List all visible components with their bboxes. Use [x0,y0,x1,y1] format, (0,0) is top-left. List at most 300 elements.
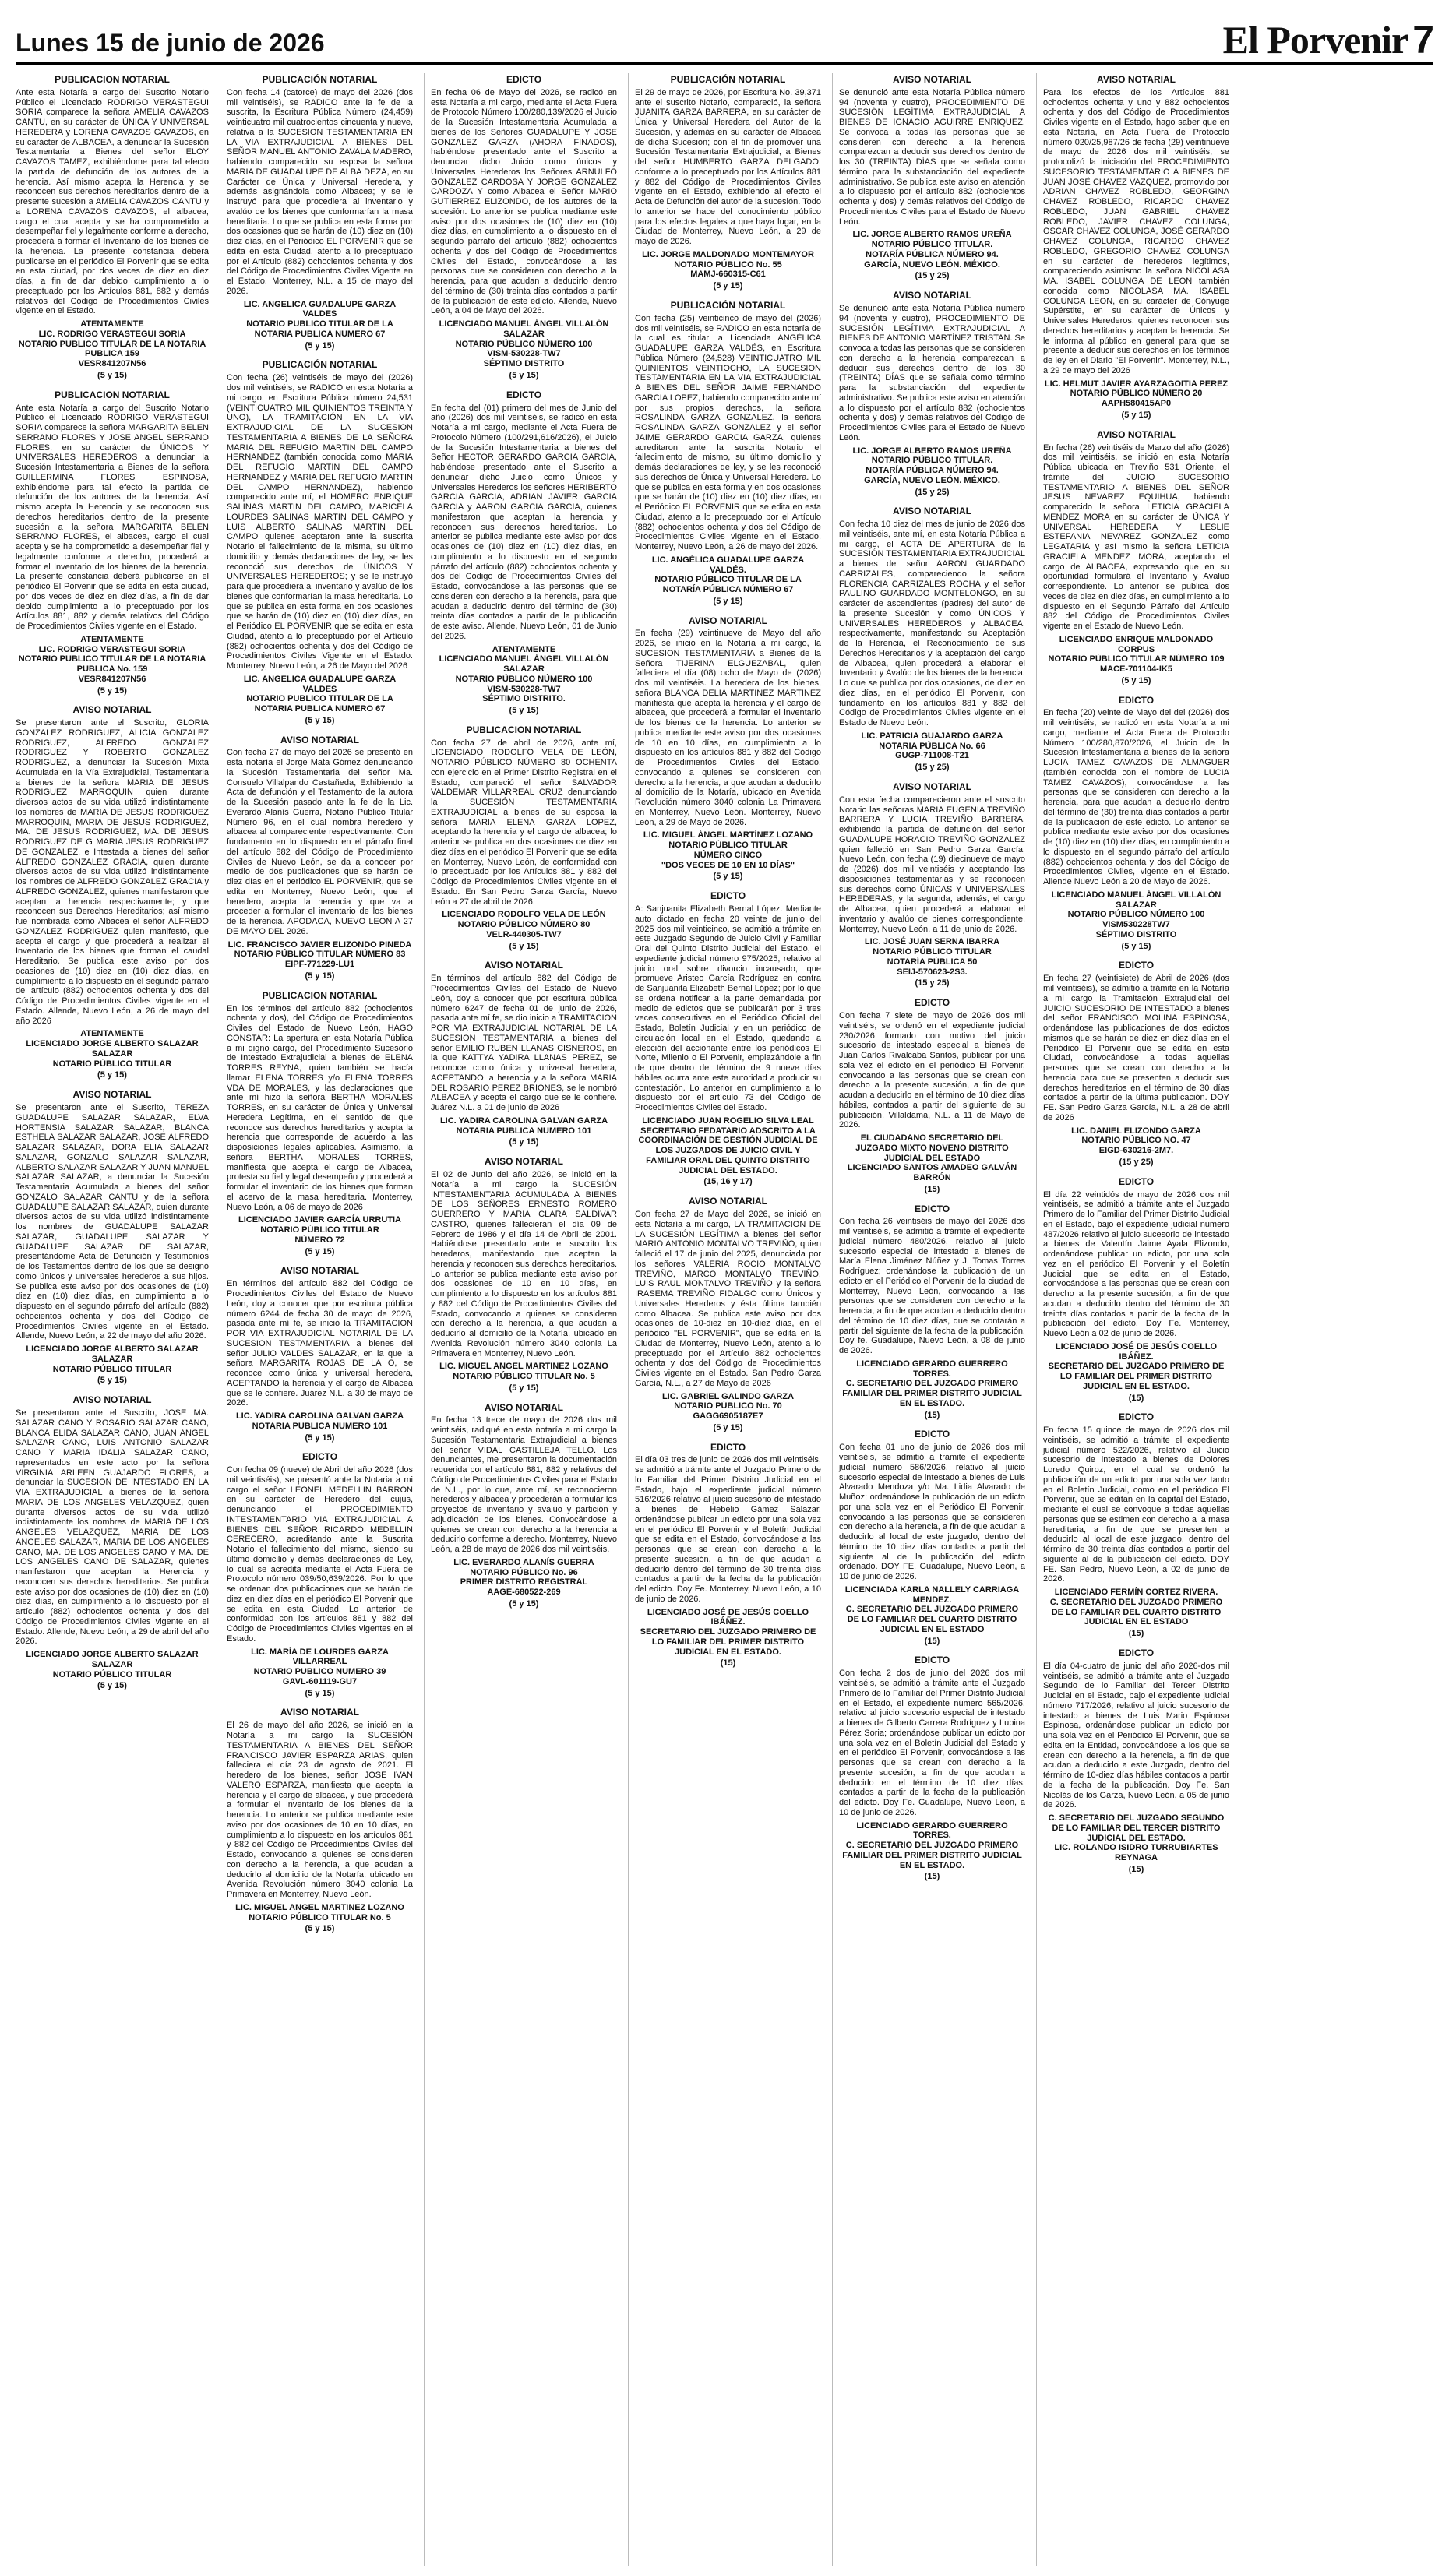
notice-title: PUBLICACION NOTARIAL [55,389,170,400]
legal-notice [1043,1412,1229,1639]
signature-line: LICENCIADO JORGE ALBERTO SALAZAR SALAZAR [26,1039,199,1059]
notice-signature [431,645,617,705]
notice-body: Con fecha 27 de abril de 2026, ante mí, LICENCIADO RODOLFO VELA DE LEÓN, NOTARIO PÚBLICO NÚMERO 80 OCHENTA con ejercicio en el Primer Distrito Registral en el Estado, compareció el señor SALVADOR VALDEMAR VILLARREAL CRUZ denunciando la SUCESIÓN TESTAMENTARIA EXTRAJUDICIAL a bienes de su esposa la señora MARIA ELENA GARZA LOPEZ, aceptando la herencia y el cargo de albacea; lo anterior se publica en dos ocasiones de diez en diez días en el periódico El Porvenir que se edita en Monterrey, Nuevo León, de conformidad con lo preceptuado por los Artículos 881 y 882 del Código de Procedimientos Civiles vigente en el Estado. En San Pedro Garza García, Nuevo León a 27 de abril de 2026. [431,738,617,907]
notice-title: AVISO NOTARIAL [893,506,971,517]
signature-line: NOTARIO PÚBLICO TITULAR No. 5 [453,1372,595,1382]
signature-line: SEIJ-570623-2S3. [897,967,968,977]
notice-body: En fecha 06 de Mayo del 2026, se radicó en esta Notaría a mi cargo, mediante el Acta Fuera de Protocolo Número 100/280,139/2026 el Juicio de la Sucesión Intestamentaria Acumulada a bienes de los Señores GUADALUPE Y JOSE GONZALEZ GARZA (AHORA FINADOS), habiéndose presentado ante el Suscrito a denunciar dicho Juicio como únicos y Universales Herederos los Señores ARNULFO GONZALEZ CARDOSA Y JORGE GONZALEZ CARDOZA Y como Albacea el Señor MARIO GUTIERREZ ELIZONDO, de los autores de la sucesión. Lo anterior se publica mediante este aviso por dos ocasiones de (10) diez en (10) diez días, en cumplimiento a lo dispuesto en el segundo párrafo del artículo (882) ochocientos ochenta y dos del Código de Procedimientos Civiles del Estado, convocándose a las personas que se consideren con derecho a la herencia, para que acudan a deducirlo dentro del término de (30) treinta días contados a partir de la publicación de este edicto. Allende, Nuevo León, a 04 de Mayo del 2026. [431,87,617,316]
signature-line: NOTARIO PÚBLICO No. 70 [674,1401,782,1411]
notice-body: Con fecha 10 diez del mes de junio de 2026 dos mil veintiséis, ante mí, en esta Notaría Pública a mi cargo, el ACTA DE APERTURA de la SUCESIÓN TESTAMENTARIA EXTRAJUDICIAL a bienes del señor AARON GUARDADO CARRIZALES, compareciendo la señora FLORENCIA CARRIZALES ROCHA y el señor PAULINO GUARDADO MONTELONGO, en su carácter de ascendientes (padres) del autor de la presente Sucesión y como ÚNICOS Y UNIVERSALES HEREDEROS y ALBACEA, respectivamente, manifestando su Aceptación de la Herencia, el Reconocimiento de sus Derechos Hereditarios y la aceptación del cargo de Albacea, quien procederá a elaborar el Inventario y Avalúo de los bienes de la herencia. Lo que se publica por dos ocasiones, de diez en diez días, en el periódico El Porvenir, con fundamento en los artículos 881 y 882 del Código de Procedimientos Civiles vigente en el Estado de Nuevo León. [839,520,1025,728]
signature-line: ATENTAMENTE [492,644,556,654]
signature-line: VISM-530228-TW7 [487,684,561,694]
notice-title: AVISO NOTARIAL [893,290,971,301]
publication-dates: (15) [1128,1864,1144,1874]
signature-line: LIC. JORGE MALDONADO MONTEMAYOR [642,249,814,259]
notice-body: En fecha (26) veintiséis de Marzo del año (2026) dos mil veintiséis, se inició en esta Notaría Pública ubicada en Treviño 531 Oriente, el trámite del JUICIO SUCESORIO TESTAMENTARIO A BIENES DEL SEÑOR JESUS NEVAREZ EQUIHUA, habiendo comparecido la señora LETICIA GRACIELA MENDEZ MORA en su carácter de ÚNICA Y UNIVERSAL HEREDERA Y LESLIE ESTEFANIA NEVAREZ GONZALEZ como LEGATARIA y así mismo la señora LETICIA GRACIELA MENDEZ MORA, aceptando el cargo de ALBACEA, expresando que en su oportunidad formulará el Inventario y Avalúo correspondiente. Lo anterior se publica dos veces de diez en diez días, en cumplimiento a lo dispuesto en el Segundo Párrafo del Artículo 882 del Código de Procedimientos Civiles vigente en el Estado de Nuevo León. [1043,442,1229,632]
publication-dates: (15) [924,1872,940,1882]
signature-line: NOTARIO PÚBLICO TITULAR DE LA NOTARÍA PÚBLICA NÚMERO 67 [654,575,802,595]
publication-dates: (5 y 15) [305,340,335,351]
legal-notice [227,75,413,351]
signature-line: LICENCIADO JOSÉ DE JESÚS COELLO IBÁÑEZ. [1055,1341,1218,1362]
signature-line: LIC. MIGUEL ÁNGEL MARTÍNEZ LOZANO [643,830,813,840]
signature-line: PRIMER DISTRITO REGISTRAL [460,1577,588,1588]
signature-line: LIC. RODRIGO VERASTEGUI SORIA [38,644,186,654]
signature-line: NOTARIA PUBLICA NUMERO 101 [456,1126,592,1136]
notice-signature [16,1029,209,1069]
notice-signature [635,555,821,595]
publication-dates: (5 y 15) [509,1383,539,1393]
notice-title: AVISO NOTARIAL [1097,74,1176,85]
signature-line: LICENCIADO GERARDO GUERRERO TORRES. [856,1358,1008,1379]
notice-body: Con fecha 09 (nueve) de Abril del año 2026 (dos mil veintiséis), se presentó ante la Notaria a mi cargo el señor LEONEL MEDELLIN BARRON en su carácter de Heredero del cujus, denunciando el PROCEDIMIENTO INTESTAMENTARIO VIA EXTRAJUDICIAL A BIENES DEL SEÑOR RICARDO MEDELLIN CERECERO, acreditando ante la Suscrita Notario el fallecimiento del mismo, siendo su último domicilio y demás declaraciones de Ley, lo cual se acredita mediante el Acta Fuera de Protocolo número 039/50,639/2026. Por lo que se ordenan dos publicaciones que se harán de diez en diez días en el periódico El Porvenir que se edita en esta Ciudad. Lo anterior de conformidad con los artículos 881 y 882 del Código de Procedimientos Civiles vigentes en el Estado. [227,1465,413,1644]
legal-notice [1043,960,1229,1167]
legal-notice [1043,430,1229,686]
legal-notice [635,616,821,883]
legal-notice [431,390,617,716]
notice-body: El 02 de Junio del año 2026, se inició en la Notaría a mi cargo la SUCESIÓN INTESTAMENTARIA ACUMULADA A BIENES DE LOS SEÑORES ERNESTO ROMERO GUERRERO Y MARIA CLARA SALDIVAR CASTRO, quienes fallecieran el día 09 de Febrero de 1986 y el día 14 de Abril de 2001. Habiéndose presentado ante el suscrito los herederos, manifestando que aceptan la herencia y reconocen sus derechos hereditarios. Lo anterior se publica mediante este aviso por dos ocasiones de 10 en 10 días, en cumplimiento a lo dispuesto en los artículos 881 y 882 del Código de Procedimientos Civiles del Estado, convocando a quienes se consideren con derecho a la herencia, a que acudan a deducirlo al domicilio de la Notaría, ubicado en Avenida Revolución número 3040 colonia La Primavera en Monterrey, Nuevo León. [431,1170,617,1358]
notice-body: Se presentaron ante el Suscrito, GLORIA GONZALEZ RODRIGUEZ, ALICIA GONZALEZ RODRIGUEZ, ALFREDO GONZALEZ RODRIGUEZ Y ROBERTO GONZALEZ RODRIGUEZ, a denunciar la Sucesión Mixta Acumulada en la Vía Extrajudicial, Testamentaria a bienes de la señora MARIA DE JESUS RODRIGUEZ MARROQUIN quien durante diversos actos de su vida utilizó indistintamente los nombres de MARIA DE JESUS RODRIGUEZ MARROQUIN, MARIA DE JESUS RODRIGUEZ, MA. DE JESUS RODRIGUEZ, MA. DE JESUS RODRIGUEZ DE G MARIA JESUS RODRIGUEZ DE GONZALEZ, e Intestada a bienes del señor ALFREDO GONZALEZ GRACIA, quien durante diversos actos de su vida utilizó indistintamente los nombres de ALFREDO GONZALEZ GRACIA y ALFREDO GONZALEZ, quienes manifestaron que aceptan la herencia respectivamente; y que reconocen sus Derechos Hereditarios; así mismo fue nombrada como Albacea el señor ALFREDO GONZALEZ RODRIGUEZ quien manifestó, que acepta el cargo y que procederá a realizar el Inventario de los bienes que forman el caudal Hereditario. Se publica este aviso por dos ocasiones de (10) diez en (10) diez días, en cumplimiento a lo dispuesto en el segundo párrafo del artículo (882) ochocientos ochenta y dos del Código de Procedimientos Civiles vigente en el Estado. Allende, Nuevo León, a 26 de mayo del año 2026 [16,718,209,1026]
signature-line: LICENCIADO RODOLFO VELA DE LEÓN [442,910,606,920]
publication-dates: (5 y 15) [97,370,127,380]
signature-line: LIC. FRANCISCO JAVIER ELIZONDO PINEDA [227,939,412,950]
notice-title: AVISO NOTARIAL [1097,428,1176,440]
notice-body: En fecha (29) veintinueve de Mayo del año 2026, se inició en la Notaría a mi cargo, la SUCESION TESTAMENTARIA a Bienes de la Señora TIJERINA ELGUEZABAL, quien falleciera el día (08) ocho de Mayo de (2026) dos mil veintiséis. La heredera de los bienes, señora BLANCA DELIA MARTINEZ MARTINEZ manifiesta que acepta la herencia y el cargo de albacea, que procederá a formular el inventario de los bienes de la herencia. Lo anterior se publica mediante este aviso por dos ocasiones de 10 en 10 días, en cumplimiento a lo dispuesto en los artículos 881 y 882 del Código de Procedimientos Civiles del Estado, convocando a quienes se consideren con derecho a la herencia, a que acudan a deducirlo al domicilio de la Notaría, ubicado en Avenida Revolución número 3040 colonia La Primavera en Monterrey, Nuevo León. Monterrey, Nuevo León, a 29 de Mayo de 2026. [635,629,821,827]
signature-line: ATENTAMENTE [80,1029,144,1039]
notice-signature [839,446,1025,486]
notice-signature [1043,890,1229,940]
notice-signature [1043,1126,1229,1156]
publication-dates: (15 y 25) [915,978,950,988]
signature-line: LIC. MARÍA DE LOURDES GARZA VILLARREAL [251,1647,389,1667]
publication-dates: (5 y 15) [509,1137,539,1147]
notice-title: EDICTO [914,997,950,1009]
notice-title: EDICTO [1118,1411,1155,1423]
column-2 [220,73,413,2566]
notice-title: EDICTO [1118,1175,1155,1187]
signature-line: SÉPTIMO DISTRITO [1095,929,1177,939]
notice-title: PUBLICACIÓN NOTARIAL [262,359,378,371]
notice-body: El día 22 veintidós de mayo de 2026 dos mil veintiséis, se admitió a trámite ante el Juzgado Primero de lo Familiar del Primer Distrito Judicial en el Estado, bajo el expediente judicial número 487/2026 relativo al juicio sucesorio de intestado a bienes de Valentín Jaime Ayala Elizondo, ordenándose publicar un edicto, por una sola vez en el periódico El Porvenir y el Boletín Judicial que se edita en el Estado, convocándose a las personas que se crean con derecho a la presente sucesión, a fin de que acudan a deducirlo dentro del término de 30 treinta días contados a partir de la fecha de la publicación del edicto. Doy Fe. Monterrey, Nuevo León a 02 de junio de 2026. [1043,1189,1229,1339]
signature-line: LIC. ROLANDO ISIDRO TURRUBIARTES REYNAGA [1054,1843,1218,1863]
notice-body: Con fecha (25) veinticinco de mayo del (2026) dos mil veintiséis, se RADICO en esta notaría de la cual es titular la Licenciada ANGÉLICA GUADALUPE GARZA VALDÉS, en Escritura Pública Número (24,528) VEINTICUATRO MIL QUINIENTOS VEINTIOCHO, LA SUCESION TESTAMENTARIA EN LA VIA EXTRAJUDICIAL A BIENES DEL SEÑOR JAIME FERNANDO GARCIA LOPEZ, habiendo comparecido ante mí por sus propios derechos, la señora ROSALINDA GARZA GONZALEZ, la señora ROSALINDA GARZA GONZALEZ y el señor JAIME GERARDO GARCIA GARZA, quienes acreditaron ante la suscrita Notario el fallecimiento de mismo, su último domicilio y demás declaraciones de ley, y se les reconoció sus derechos de Única y Universal Heredera. Lo que se publica en esta forma y en dos ocasiones que se harán de (10) diez en (10) diez días, en el Periódico EL PORVENIR que se edita en esta Ciudad, atento a lo preceptuado por el Artículo (882) ochocientos ochenta y dos del Código de Procedimientos Civiles vigente en el Estado. Monterrey, Nuevo León, a 26 de mayo del 2026. [635,313,821,552]
publication-dates: (5 y 15) [1121,941,1151,951]
signature-line: NOTARIO PÚBLICO NÚMERO 80 [457,920,591,930]
notice-signature [227,675,413,714]
notice-body: A: Sanjuanita Elizabeth Bernal López. Mediante auto dictado en fecha 20 veinte de junio del 2025 dos mil veinticinco, se admitió a trámite en este Juzgado Segundo de Juicio Civil y Familiar Oral del Quinto Distrito Judicial del Estado, el expediente judicial número 975/2025, relativo al juicio oral sobre divorcio incausado, que promueve Aristeo García Rodríguez en contra de Sanjuanita Elizabeth Bernal López; por lo que se ordena notificar a la parte demandada por medio de edictos que se publicarán por 3 tres veces consecutivas en el Periódico Oficial del Estado, Boletín Judicial y en un periódico de circulación local en el Estado, quedando a elección del accionante entre los periódicos El Norte, Milenio o El Porvenir, emplazándole a fin de que dentro del término de 9 nueve días hábiles ocurra ante este autoridad a producir su contestación. Lo anterior en cumplimiento a lo dispuesto por el artículo 73 del Código de Procedimientos Civiles del Estado. [635,904,821,1113]
signature-line: LICENCIADO JUAN ROGELIO SILVA LEAL [642,1115,814,1126]
legal-notice [635,301,821,607]
notice-title: PUBLICACION NOTARIAL [55,74,170,85]
notice-body: Se denunció ante esta Notaría Pública número 94 (noventa y cuatro), PROCEDIMIENTO DE SUCESIÓN LEGÍTIMA EXTRAJUDICIAL A BIENES DE IGNACIO AGUIRRE ENRIQUEZ. Se convoca a todas las personas que se consideren con derecho a la herencia comparezcan a deducir sus derechos dentro de los 30 (TREINTA) DÍAS que se señala como término para la substanciación del expediente administrativo. Se publica este aviso en atención a lo dispuesto por el artículo 882 (ochocientos ochenta y dos) y demás relativos del Código de Procedimientos Civiles para el Estado de Nuevo León. [839,87,1025,227]
notice-title: AVISO NOTARIAL [72,1089,152,1101]
legal-notice [635,1196,821,1432]
column-5 [832,73,1025,2566]
signature-line: ATENTAMENTE [80,319,144,329]
legal-notice [635,891,821,1187]
legal-notice [16,1395,209,1691]
notice-body: Con esta fecha comparecieron ante el suscrito Notario las señoras MARIA EUGENIA TREVIÑO BARRERA Y LUCIA TREVIÑO BARRERA, exhibiendo la partida de defunción del señor GUADALUPE HORACIO TREVIÑO GONZALEZ quien falleció en San Pedro Garza García, Nuevo León, con fecha (19) diecinueve de mayo de (2026) dos mil veintiséis y aceptando las disposiciones testamentarias y se reconocen sus derechos como ÚNICAS Y UNIVERSALES HEREDERAS, y la segunda, además, el cargo de Albacea, quien procederá a elaborar el inventario y avalúo de bienes correspondiente. Monterrey, Nuevo León, a 11 de junio de 2026. [839,795,1025,934]
notice-signature [431,1558,617,1598]
publication-dates: (5 y 15) [305,971,335,981]
legal-notice [227,360,413,725]
signature-line: LICENCIADO JAVIER GARCÍA URRUTIA [238,1215,401,1225]
legal-notice [1043,1177,1229,1404]
notice-body: El 26 de mayo del año 2026, se inició en la Notaría a mi cargo la SUCESIÓN TESTAMENTARIA A BIENES DEL SEÑOR FRANCISCO JAVIER ESPARZA ARIAS, quien falleciera el día 23 de agosto de 2021. El heredero de los bienes, señor JOSE IVAN VALERO ESPARZA, manifiesta que acepta la herencia y el cargo de albacea, y que procederá a formular el inventario de los bienes de la herencia. Lo anterior se publica mediante este aviso por dos ocasiones de 10 en 10 días, en cumplimiento a lo dispuesto en los artículos 881 y 882 del Código de Procedimientos Civiles del Estado, convocando a quienes se consideren con derecho a la herencia, a que acudan a deducirlo al domicilio de la Notaría, ubicado en Avenida Revolución número 3040 colonia La Primavera en Monterrey, Nuevo León. [227,1721,413,1900]
signature-line: NOTARIO PÚBLICO No. 55 [674,259,782,270]
notice-title: AVISO NOTARIAL [485,1156,563,1168]
signature-line: LICENCIADO SANTOS AMADEO GALVÁN BARRÓN [847,1163,1017,1183]
column-6 [1036,73,1229,2566]
notice-signature [227,1411,413,1432]
publication-dates: (15) [720,1658,736,1669]
notice-signature [1043,635,1229,675]
publication-dates: (5 y 15) [713,872,743,882]
notice-title: EDICTO [914,1654,950,1666]
signature-line: NOTARIO PÚBLICO TITULAR [52,1059,172,1069]
publication-dates: (5 y 15) [509,941,539,951]
notice-body: En los términos del artículo 882 (ochocientos ochenta y dos), del Código de Procedimientos Civiles del Estado de Nuevo León, HAGO CONSTAR: La apertura en esta Notaría Pública a mi digno cargo, del Procedimiento Sucesorio de Intestado Extrajudicial a bienes de ELENA TORRES REYNA, quien también se hacía llamar ELENA TORRES y/o ELENA TORRES VDA DE MORALES, y las declaraciones que ante mí hizo la señora BERTHA MORALES TORRES, en su carácter de Única y Universal Heredera Legítima, en el sentido de que reconoce sus derechos hereditarios y acepta la herencia que corresponde de acuerdo a las disposiciones legales aplicables. Asimismo, la señora BERTHA MORALES TORRES, manifiesta que acepta el cargo de Albacea, protesta su fiel y legal desempeño y procederá a formular el inventario de los bienes que forman el acervo de la masa hereditaria. Monterrey, Nuevo León, a 06 de mayo de 2026 [227,1003,413,1212]
notice-signature [227,1903,413,1923]
legal-notice [16,75,209,381]
signature-line: NOTARIO PUBLICO TITULAR DE LA NOTARIA PUBLICA NUMERO 67 [246,319,393,339]
legal-notice [839,998,1025,1194]
page-number: 7 [1412,18,1433,62]
signature-line: NOTARIO PÚBLICO TITULAR. [871,240,993,250]
signature-line: NOTARIO PÚBLICO TITULAR NÚMERO 83 [234,950,406,960]
publication-dates: (5 y 15) [305,1246,335,1256]
legal-notice [16,1090,209,1386]
notice-title: AVISO NOTARIAL [893,74,971,85]
signature-line: SECRETARIO FEDATARIO ADSCRITO A LA COORDINACIÓN DE GESTIÓN JUDICIAL DE LOS JUZGADOS DE JUICIO CIVIL Y FAMILIAR ORAL DEL QUINTO DISTRITO JUDICIAL DEL ESTADO. [638,1126,818,1175]
notice-title: EDICTO [301,1451,338,1463]
signature-line: SÉPTIMO DISTRITO. [482,694,566,704]
notice-body: En fecha del (01) primero del mes de Junio del año (2026) dos mil veintiséis, se radicó en esta Notaría a mi cargo, mediante el Acta Fuera de Protocolo Número (100/291,616/2026), el Juicio de la Sucesión Intestamentaria a bienes del Señor HECTOR GERARDO GARCIA GARCIA, habiéndose presentado ante el Suscrito a denunciar dicho Juicio como Únicos y Universales Herederos los señores HERIBERTO GARCIA GARCIA, ADRIAN JAVIER GARCIA GARCIA y AARON GARCIA GARCIA, quienes manifestaron que aceptan la herencia y reconocen sus derechos hereditarios. Lo anterior se publica mediante este aviso por dos ocasiones de (10) diez en (10) diez días, en cumplimiento a lo dispuesto en el segundo párrafo del artículo (882) ochocientos ochenta y dos del Código de Procedimientos Civiles del Estado, convocándose a las personas que se consideren con derecho a la herencia, para que acudan a deducirlo dentro del término de (30) treinta días contados a partir de la publicación de este aviso. Allende, Nuevo León, 01 de Junio del 2026. [431,403,617,641]
signature-line: C. SECRETARIO DEL JUZGADO PRIMERO FAMILIAR DEL PRIMER DISTRITO JUDICIAL EN EL ESTADO. [842,1841,1022,1870]
notice-signature [16,635,209,685]
notice-body: Con fecha 01 uno de junio de 2026 dos mil veintiséis, se admitió a trámite el expediente judicial número 586/2026, relativo al juicio sucesorio especial de intestado a bienes de Luis Alvarado Mendoza y/o Ma. Lidia Alvarado de Muñoz; ordenándose la publicación de un edicto por una sola vez en el Periódico El Porvenir, convocando a las personas que se consideren con derecho a la herencia, a fin de que acudan a deducirlo al local de este juzgado, dentro del término de 10 diez días contados a partir del siguiente al de la publicación del edicto ordenado. DOY FE. Guadalupe, Nuevo León, a 10 de junio de 2026. [839,1443,1025,1582]
signature-line: C. SECRETARIO DEL JUZGADO PRIMERO DE LO FAMILIAR DEL CUARTO DISTRITO JUDICIAL EN EL ESTADO [1049,1597,1223,1627]
signature-line: GAGG6905187E7 [693,1411,763,1422]
signature-line: NÚMERO CINCO [693,850,763,860]
publication-dates: (15) [924,1410,940,1420]
legal-notice [227,1452,413,1698]
signature-line: VISM530228TW7 [1102,920,1170,930]
signature-line: C. SECRETARIO DEL JUZGADO SEGUNDO DE LO FAMILIAR DEL TERCER DISTRITO JUDICIAL DEL ESTADO. [1048,1813,1225,1843]
notice-signature [839,937,1025,977]
notice-title: AVISO NOTARIAL [689,1196,767,1207]
notice-title: AVISO NOTARIAL [72,704,152,716]
publication-dates: (5 y 15) [305,1924,335,1934]
signature-line: NOTARIO PUBLICO TITULAR DE LA NOTARIA PUBLICA No. 159 [18,654,206,675]
signature-line: "DOS VECES DE 10 EN 10 DÍAS" [661,860,795,870]
signature-line: SECRETARIO DEL JUZGADO PRIMERO DE LO FAMILIAR DEL PRIMER DISTRITO JUDICIAL EN EL ESTADO. [640,1627,816,1657]
legal-notice [16,705,209,1080]
signature-line: LICENCIADO ENRIQUE MALDONADO CORPUS [1059,634,1214,654]
notice-title: EDICTO [506,74,542,85]
signature-line: GARCÍA, NUEVO LEÓN. MÉXICO. [864,475,1000,485]
notice-body: Con fecha (26) veintiséis de mayo del (2026) dos mil veintiséis, se RADICO en esta Notaría a mi cargo, en Escritura Pública número 24,531 (VEINTICUATRO MIL QUINIENTOS TREINTA Y UNO), LA TRAMITACIÓN EN LA VIA EXTRAJUDICIAL DE LA SUCESION TESTAMENTARIA A BIENES DE LA SEÑORA MARIA DEL REFUGIO MARTIN DEL CAMPO HERNANDEZ (también conocida como MARIA DEL REFUGIO MARTIN DEL CAMPO HERNANDEZ y MARIA DEL REFUGIO MARTIN DEL CAMPO HERNANDEZ), habiendo comparecido ante mí, el HOMERO ENRIQUE SALINAS MARTIN DEL CAMPO, MARICELA LOURDES SALINAS MARTIN DEL CAMPO y LUIS ALBERTO SALINAS MARTIN DEL CAMPO quienes aceptaron ante la suscrita Notario el fallecimiento de la misma, su último domicilio y demás declaraciones de ley, se les reconoció sus derechos de ÚNICOS Y UNIVERSALES HEREDEROS; y se le instruyó para que procediera al inventario y avalúo de los bienes que conformarían la masa hereditaria. Lo que se publica en esta forma en dos ocasiones que se harán de (10) diez en (10) diez días, en el Periódico EL PORVENIR que se edita en esta Ciudad, atento a lo preceptuado por el Artículo (882) ochocientos ochenta y dos del Código de Procedimientos Civiles Vigente en el Estado. Monterrey, Nuevo León, a 26 de Mayo del 2026 [227,373,413,671]
notice-signature [635,1608,821,1658]
signature-line: NOTARIO PÚBLICO TITULAR No. 5 [249,1912,391,1922]
legal-notice [431,75,617,381]
notice-signature [227,300,413,340]
notice-body: Se presentaron ante el Suscrito, TEREZA GUADALUPE SALAZAR SALAZAR, ELVA HORTENSIA SALAZAR SALAZAR, BLANCA ESTHELA SALAZAR SALAZAR, JOSE ALFREDO SALAZAR SALAZAR, DORA ELIA SALAZAR SALAZAR, GONZALO SALAZAR SALAZAR, ALBERTO SALAZAR SALAZAR Y JUAN MANUEL SALAZAR SALAZAR, a denunciar la Sucesión Testamentaria Acumulada a bienes del señor GONZALO SALAZAR CANTU y de la señora GUADALUPE SALAZAR SALAZAR, quien durante diversos actos de su vida utilizó indistintamente los nombres de GUADALUPE SALAZAR SALAZAR, GUADALUPE SALAZAR Y GUADALUPE SALAZAR DE SALAZAR, presentándome Acta de Defunción y Testimonios de los Testamentos dentro de los que se designó como únicos y universales herederos a sus hijos. Se publica este aviso por dos ocasiones de (10) diez en (10) diez días, en cumplimiento a lo dispuesto en el segundo párrafo del artículo (882) ochocientos ochenta y dos del Código de Procedimientos Civiles vigente en el Estado. Allende, Nuevo León, a 22 de mayo del año 2026. [16,1103,209,1341]
signature-line: VISM-530228-TW7 [487,349,561,359]
signature-line: LIC. MIGUEL ANGEL MARTINEZ LOZANO [235,1902,404,1912]
signature-line: NOTARIO PÚBLICO TITULAR [52,1669,172,1679]
signature-line: LICENCIADO JORGE ALBERTO SALAZAR SALAZAR [26,1344,199,1364]
signature-line: MAMJ-660315-C61 [690,270,766,280]
brand-name: El Porvenir [1222,18,1408,62]
legal-notice [839,506,1025,773]
notice-body: Con fecha 2 dos de junio del 2026 dos mil veintiséis, se admitió a trámite ante el Juzgado Primero de lo Familiar del Primer Distrito Judicial en el Estado, el expediente número 565/2026, relativo al juicio sucesorio especial de intestado a bienes de Gilberto Carrera Rodríguez y Lupina Pérez Soria; ordenándose publicar un edicto por una sola vez en el Boletín Judicial del Estado y en el periódico El Porvenir, convocándose a las personas que se crean con derecho a la presente sucesión, a fin de que acudan a deducirlo en el término de 10 diez días, contados a partir de la fecha de la publicación del edicto. Doy Fe. Guadalupe, Nuevo León, a 10 de junio de 2026. [839,1669,1025,1817]
signature-line: NOTARÍA PÚBLICA 50 [887,957,978,967]
publication-dates: (5 y 15) [1121,675,1151,685]
notice-body: En términos del artículo 882 del Código de Procedimientos Civiles del Estado de Nuevo León, doy a conocer que por escritura pública número 6247 de fecha 01 de junio de 2026, pasada ante mí fe, se dio inicio a TRAMITACION POR VIA EXTRAJUDICIAL NOTARIAL DE LA SUCESION TESTAMENTARIA a bienes del señor EMILIO RUBEN LLANAS CISNEROS, en la que KATTYA YADIRA LLANAS PEREZ, se reconoce como única y universal heredera, ACEPTANDO la herencia y a la señora MARIA DEL ROSARIO PEREZ BRIONES, se le nombró ALBACEA y acepta el cargo que se le confiere. Juárez N.L. a 01 de junio de 2026 [431,974,617,1113]
signature-line: LIC. DANIEL ELIZONDO GARZA [1071,1126,1201,1136]
signature-line: NOTARIO PUBLICO NUMERO 39 [253,1667,386,1677]
signature-line: NOTARIO PÚBLICO NÚMERO 100 [455,339,593,349]
notice-title: PUBLICACION NOTARIAL [262,989,378,1001]
publication-dates: (15, 16 y 17) [703,1177,753,1187]
notice-body: El día 03 tres de junio de 2026 dos mil veintiséis, se admitió a trámite ante el Juzgado Primero de lo Familiar del Primer Distrito Judicial en el Estado, bajo el expediente judicial número 516/2026 relativo al juicio sucesorio de intestado a bienes de Hebelio Gámez Salazar, ordenándose publicar un edicto por una sola vez en el periódico El Porvenir y el Boletín Judicial que se edita en el Estado, convocándose a las personas que se crean con derecho a la presente sucesión, a fin de que acudan a deducirlo dentro del término de 30 treinta días contados a partir de la fecha de la publicación del edicto. Doy Fe. Monterrey, Nuevo León, a 10 de junio de 2026. [635,1455,821,1604]
notice-signature [16,1344,209,1374]
notice-title: AVISO NOTARIAL [485,1401,563,1413]
notice-title: PUBLICACIÓN NOTARIAL [670,74,786,85]
notice-body: Con fecha 26 veintiséis de mayo del 2026 dos mil veintiséis, se admitió a trámite el expediente judicial número 480/2026, relativo al juicio sucesorio especial de intestado a bienes de María Elena Jiménez Núñez y J. Tomas Torres Rodríguez; ordenándose la publicación de un edicto en el Periódico el Porvenir de la ciudad de Monterrey, Nuevo León, convocando a las personas que se consideren con derecho a la herencia, a fin de que acudan a deducirlo dentro del término de 10 diez días, que se contarán a partir del siguiente de la fecha de la publicación. Doy fe. Guadalupe, Nuevo León, a 08 de junio de 2026. [839,1217,1025,1356]
notice-title: AVISO NOTARIAL [280,1707,359,1718]
signature-line: LIC. JORGE ALBERTO RAMOS UREÑA [852,446,1012,456]
signature-line: GUGP-711008-T21 [895,751,969,761]
notice-title: AVISO NOTARIAL [72,1394,152,1406]
signature-line: GARCÍA, NUEVO LEÓN. MÉXICO. [864,259,1000,270]
legal-notice [1043,696,1229,952]
signature-line: EIGD-630216-2M7. [1098,1146,1174,1156]
publication-dates: (5 y 15) [97,685,127,696]
notice-title: AVISO NOTARIAL [689,615,767,626]
notice-signature [16,319,209,369]
notice-title: AVISO NOTARIAL [485,960,563,971]
notice-body: Con fecha 7 siete de mayo de 2026 dos mil veintiséis, se ordenó en el expediente judicial 230/2026 formado con motivo del juicio sucesorio de intestado especial a bienes de Juan Carlos Rivalcaba Santos, publicar por una sola vez el edicto en el periódico El Porvenir, convocando a las personas que se crean con derecho a la presente sucesión, a fin de que acudan a deducirlo en el término de 10 diez días hábiles, contados a partir del siguiente de su publicación. Villaldama, N.L. a 11 de Mayo de 2026. [839,1011,1025,1130]
notice-signature [839,731,1025,761]
notice-signature [1043,1342,1229,1392]
column-3 [424,73,617,2566]
notice-signature [227,1647,413,1687]
signature-line: NOTARIA PÚBLICA No. 66 [879,741,985,751]
publication-dates: (5 y 15) [305,1432,335,1443]
signature-line: NOTARIO PÚBLICO TITULAR. [871,456,993,466]
signature-line: LIC. HELMUT JAVIER AYARZAGOITIA PEREZ [1044,379,1229,389]
notice-body: Con fecha 27 de mayo del 2026 se presentó en esta notaría el Jorge Mata Gómez denunciando la Sucesión Testamentaria del señor Ma. Consuelo Villalpando Castañeda, Exhibiendo la Acta de defunción y el Testamento de la autora de la Sucesión pasado ante la fe de la Lic. Everardo Alanís Guerra, Notario Público Titular Número 96, en el cual nombra heredero y albacea al compareciente respectivamente. Con fundamento en lo dispuesto en el párrafo final del artículo 882 del Código de Procedimiento Civiles de Nuevo León, se da a conocer por medio de dos publicaciones que se harán de diez días en el periódico EL PORVENIR, que se edita en Monterrey, Nuevo León, que el heredero, acepta la herencia y que va a proceder a formular el inventario de los bienes de la herencia. APODACA, NUEVO LEON A 27 DE MAYO DEL 2026. [227,748,413,936]
notice-title: EDICTO [1118,694,1155,706]
signature-line: ATENTAMENTE [80,634,144,644]
signature-line: SÉPTIMO DISTRITO [483,359,565,369]
notice-signature [431,1362,617,1382]
signature-line: LIC. ANGELICA GUADALUPE GARZA VALDES [243,299,397,319]
publication-dates: (15 y 25) [915,763,950,773]
notices-columns [16,65,1433,2566]
signature-line: C. SECRETARIO DEL JUZGADO PRIMERO FAMILIAR DEL PRIMER DISTRITO JUDICIAL EN EL ESTADO. [842,1379,1022,1408]
notice-body: El día 04-cuatro de junio del año 2026-dos mil veintiséis, se admitió a trámite ante el Juzgado Segundo de lo Familiar del Tercer Distrito Judicial en el Estado, bajo el expediente judicial número 717/2026, relativo al juicio sucesorio de intestado a bienes de Luis Mario Espinosa Espinosa, ordenándose publicar un edicto por una sola vez en el Periódico El Porvenir, que se edita en la Entidad, convocándose a los que se crean con derecho a la herencia, a fin de que acudan a deducirlo a este Juzgado, dentro del término de 10-diez días hábiles contados a partir de la fecha de la publicación. Doy Fe. San Nicolás de los Garza, Nuevo León, a 05 de junio de 2026. [1043,1661,1229,1810]
legal-notice [227,1707,413,1934]
publication-dates: (15 y 25) [915,271,950,281]
signature-line: NOTARIO PÚBLICO TITULAR [873,947,992,957]
legal-notice [431,1403,617,1609]
signature-line: NOTARÍA PÚBLICA NÚMERO 94. [866,466,999,476]
notice-signature [431,1116,617,1136]
signature-line: LICENCIADO GERARDO GUERRERO TORRES. [856,1820,1008,1841]
signature-line: C. SECRETARIO DEL JUZGADO PRIMERO DE LO FAMILIAR DEL CUARTO DISTRITO JUDICIAL EN EL ESTADO [845,1605,1019,1634]
notice-title: PUBLICACIÓN NOTARIAL [262,74,378,85]
publication-dates: (5 y 15) [509,1598,539,1609]
notice-body: Con fecha 27 de Mayo del 2026, se inició en esta Notaría a mi cargo, LA TRAMITACION DE LA SUCESIÓN LEGÍTIMA a bienes del señor MARIO ANTONIO MONTALVO TREVIÑO, quien falleció el 17 de junio del 2025, denunciada por los señores VALERIA ROCIO MONTALVO TREVIÑO, MARCO MONTALVO TREVIÑO, LUIS RAUL MONTALVO TREVIÑO y la señora IRASEMA TREVIÑO FIDALGO como Únicos y Universales Herederos y ésta última también como Albacea. Se publica este aviso por dos ocasiones de 10-diez en 10-diez días, en el periódico "EL PORVENIR", que se edita en la Ciudad de Monterrey, Nuevo León, atento a lo preceptuado por el Artículo 882 ochocientos ochenta y dos del Código de Procedimientos Civiles vigente en el Estado. San Pedro Garza García, N.L., a 27 de Mayo de 2026 [635,1210,821,1388]
notice-body: En términos del artículo 882 del Código de Procedimientos Civiles del Estado de Nuevo León, doy a conocer que por escritura pública número 6244 de fecha 30 de mayo de 2026, pasada ante mí fe, se inició la TRAMITACION POR VIA EXTRAJUDICIAL NOTARIAL DE LA SUCESION TESTAMENTARIA a bienes del señor JULIO VALDES SALAZAR, en la que la señora MARGARITA ROJAS DE LA O, se reconoce como única y universal heredera, ACEPTANDO la herencia y el cargo de Albacea que se le confiere. Juárez N.L. a 30 de mayo de 2026. [227,1279,413,1408]
notice-signature [839,1821,1025,1871]
legal-notice [839,782,1025,988]
notice-signature [839,1133,1025,1183]
notice-signature [16,1650,209,1679]
signature-line: NOTARIO PÚBLICO No. 96 [470,1567,578,1577]
column-1 [16,73,209,2566]
signature-line: LIC. YADIRA CAROLINA GALVAN GARZA [439,1115,608,1126]
publication-dates: (5 y 15) [713,281,743,291]
notice-body: En fecha 27 (veintisiete) de Abril de 2026 (dos mil veintiséis), se admitió a trámite en la Notaría a mi cargo la Tramitación Extrajudicial del JUICIO SUCESORIO DE INTESTADO a bienes del señor FRANCISCO MOLINA ESPINOSA, ordenándose las publicaciones de dos edictos mismos que se harán de diez en diez días en el Periódico El Porvenir que se edita en esta Ciudad, convocándose a todas aquellas personas que se crean con derecho a la herencia para que se presenten a deducir sus derechos hereditarios en el término de 30 días contados a partir de la última publicación. DOY FE. San Pedro Garza García, N.L. a 28 de abril de 2026 [1043,974,1229,1122]
publication-dates: (5 y 15) [97,1681,127,1691]
signature-line: NOTARIO PUBLICO TITULAR DE LA NOTARIA PUBLICA NUMERO 67 [246,694,393,714]
signature-line: LICENCIADO MANUEL ÁNGEL VILLALÓN SALAZAR [439,654,609,675]
notice-signature [839,1359,1025,1409]
notice-title: EDICTO [1118,960,1155,971]
signature-line: LIC. EVERARDO ALANÍS GUERRA [453,1557,594,1567]
signature-line: NOTARIO PÚBLICO NÚMERO 20 [1070,389,1203,399]
signature-line: NOTARIO PÚBLICO NÚMERO 100 [455,674,593,684]
signature-line: LIC. MIGUEL ANGEL MARTINEZ LOZANO [439,1362,608,1372]
legal-notice [839,75,1025,281]
notice-body: En fecha 15 quince de mayo de 2026 dos mil veintiséis, se admitió a trámite el expediente judicial número 522/2026, relativo al Juicio sucesorio de intestado a bienes de Dolores Loredo Quiroz, en el cual se ordenó la publicación de un edicto por una sola vez tanto en el Boletín Judicial, como en el periódico El Porvenir, que se editan en la capital del Estado, mediante el cual se convoque a todas aquellas personas que se estimen con derecho a la masa hereditaria, a fin de que se presenten a deducirlo al local de este juzgado, dentro del término de 30 treinta días contados a partir del siguiente al de la publicación del edicto. DOY FE. San Pedro, Nuevo León, a 02 de junio de 2026. [1043,1425,1229,1584]
signature-line: LICENCIADO MANUEL ÁNGEL VILLALÓN SALAZAR [439,319,609,339]
signature-line: NÚMERO 72 [294,1235,345,1245]
signature-line: LICENCIADO FERMÍN CORTEZ RIVERA. [1054,1588,1218,1598]
notice-signature [431,319,617,369]
signature-line: GAVL-601119-GU7 [282,1676,358,1686]
signature-line: LIC. ANGELICA GUADALUPE GARZA VALDES [243,674,397,694]
publication-dates: (5 y 15) [305,715,335,725]
column-4 [628,73,821,2566]
legal-notice [227,1266,413,1443]
notice-body: Para los efectos de los Artículos 881 ochocientos ochenta y uno y 882 ochocientos ochenta y dos del Código de Procedimientos Civiles vigente en el Estado, hago saber que en esta Notaría, en Acta Fuera de Protocolo número 020/25,987/26 de fecha (29) veintinueve de mayo de 2026 dos mil veintiséis, se protocolizó la iniciación del PROCEDIMIENTO SUCESORIO TESTAMENTARIO A BIENES DE JUAN JOSÉ CHAVEZ VAZQUEZ, promovido por ADRIAN CHAVEZ ROBLEDO, GEORGINA CHAVEZ ROBLEDO, RICARDO CHAVEZ ROBLEDO, JUAN GABRIEL CHAVEZ ROBLEDO, JAVIER CHAVEZ COLUNGA, OSCAR CHAVEZ COLUNGA, JOSÉ GERARDO CHAVEZ COLUNGA, RICARDO CHAVEZ ROBLEDO, GREGORIO CHAVEZ COLUNGA en su carácter de herederos legítimos, compareciendo asimismo la señora NICOLASA MA. ISABEL COLUNGA DE LEON también conocida como NICOLASA MA. ISABEL COLUNGA LEON, en su carácter de Cónyuge Supérstite, en su carácter de Únicos y Universales Herederos, quienes reconocen sus derechos hereditarios y aceptan la herencia. Se le informa al público en general para que se presente a deducir sus derechos en los términos de ley en el Diario "El Porvenir". Monterrey, N.L., a 29 de mayo del 2026 [1043,87,1229,375]
publication-dates: (5 y 15) [305,1688,335,1698]
signature-line: NOTARIO PÚBLICO TITULAR [668,840,788,851]
signature-line: NOTARÍA PÚBLICA NÚMERO 94. [866,249,999,259]
legal-notice [635,75,821,291]
signature-line: LIC. GABRIEL GALINDO GARZA [661,1391,795,1401]
notice-body: Ante esta Notaría a cargo del Suscrito Notario Público el Licenciado RODRIGO VERASTEGUI SORIA comparece la señora MARGARITA BELEN SERRANO FLORES Y JOSE ANGEL SERRANO FLORES, en su carácter de ÚNICOS Y UNIVERSALES HEREDEROS a denunciar la Sucesión Intestamentaria a Bienes de la señora GUILLERMINA FLORES ESPINOSA, exhibiéndome para tal efecto la partida de defunción de los autores de la herencia. Así mismo acepta la Herencia y se reconocen sus derechos hereditarios dentro de la presente sucesión a la señora MARGARITA BELEN SERRANO FLORES, el albacea, cargo el cual acepta y se ha comprometido a desempeñar fiel y legalmente conforme a derecho, procederá a formar el Inventario de los bienes de la herencia. La presente constancia deberá publicarse en el periódico El Porvenir que se edita en esta ciudad, por dos veces de diez en diez días, a fin de dar debido cumplimiento a lo preceptuado por los Artículos 881, 882 y demás relativos del Código de Procedimientos Civiles vigente en el Estado. [16,403,209,632]
notice-signature [635,830,821,870]
notice-signature [1043,1813,1229,1863]
legal-notice [839,1655,1025,1882]
publication-dates: (15 y 25) [1119,1157,1154,1167]
legal-notice [227,991,413,1257]
signature-line: LICENCIADA KARLA NALLELY CARRIAGA MENDEZ. [844,1584,1020,1605]
legal-notice [839,1429,1025,1646]
publication-dates: (5 y 15) [713,1422,743,1432]
signature-line: NOTARIO PÚBLICO NÚMERO 100 [1067,910,1205,920]
publication-dates: (5 y 15) [97,1070,127,1080]
signature-line: LICENCIADO MANUEL ÁNGEL VILLALÓN SALAZAR [1051,890,1222,910]
signature-line: VELR-440305-TW7 [486,929,562,939]
notice-signature [431,910,617,939]
signature-line: AAPH580415AP0 [1101,399,1172,409]
notice-signature [635,1392,821,1422]
notice-body: El 29 de mayo de 2026, por Escritura No. 39,371 ante el suscrito Notario, compareció, la señora JUANITA GARZA BARRERA, en su carácter de Única y Universal Heredera del Autor de la Sucesión, y además en su carácter de Albacea de dicha Sucesión; con el fin de promover una Sucesión Testamentaria Extrajudicial, a Bienes del señor HUMBERTO GARZA DELGADO, conforme a lo preceptuado por los Artículos 881 y 882 del Código de Procedimientos Civiles vigente en el Estado, exhibiendo al efecto el Acta de Defunción del autor de la sucesión. Todo lo anterior se hace del conocimiento público para los efectos legales a que haya lugar, en la Ciudad de Monterrey, Nuevo León, a 29 de mayo de 2026. [635,87,821,247]
signature-line: NOTARIO PÚBLICO TITULAR [52,1364,172,1374]
signature-line: VESR841207N56 [78,359,146,369]
notice-body: En fecha 13 trece de mayo de 2026 dos mil veintiséis, radiqué en esta notaría a mi cargo la Sucesión Testamentaria Extrajudicial a bienes del señor VIDAL CASTILLEJA TELLO. Los denunciantes, me presentaron la documentación requerida por el artículo 881, 882 y relativos del Código de Procedimientos Civiles para el Estado de N.L., por lo que, ante mí, se reconocieron herederos y albacea y procederán a formular los proyectos de inventario y avalúo y partición y adjudicación de los bienes. Convocándose a quienes se crean con derecho a la herencia a deducirlo conforme a derecho. Monterrey, Nuevo León, a 28 de mayo de 2026 dos mil veintiséis. [431,1415,617,1555]
signature-line: NOTARIA PUBLICA NUMERO 101 [252,1421,388,1431]
signature-line: LIC. RODRIGO VERASTEGUI SORIA [38,329,186,339]
publication-dates: (15) [1128,1629,1144,1639]
signature-line: NOTARIO PÚBLICO TITULAR NÚMERO 109 [1048,654,1225,664]
notice-title: AVISO NOTARIAL [280,1265,359,1277]
publication-dates: (15 y 25) [915,487,950,497]
legal-notice [1043,1648,1229,1875]
publication-dates: (5 y 15) [509,370,539,380]
notice-title: EDICTO [710,1441,746,1453]
notice-title: EDICTO [1118,1647,1155,1658]
notice-title: EDICTO [506,389,542,400]
notice-title: AVISO NOTARIAL [893,781,971,792]
signature-line: LIC. JORGE ALBERTO RAMOS UREÑA [852,230,1012,240]
legal-notice [839,1204,1025,1421]
signature-line: EIPF-771229-LU1 [284,960,355,970]
issue-date: Lunes 15 de junio de 2026 [16,29,325,57]
legal-notice [16,390,209,696]
notice-signature [1043,1588,1229,1627]
notice-title: AVISO NOTARIAL [280,734,359,745]
signature-line: NOTARIO PUBLICO TITULAR DE LA NOTARIA PUBLICA 159 [18,339,206,359]
signature-line: LIC. PATRICIA GUAJARDO GARZA [861,731,1003,741]
publication-dates: (5 y 15) [509,706,539,716]
notice-body: Ante esta Notaría a cargo del Suscrito Notario Público el Licenciado RODRIGO VERASTEGUI SORIA comparece la señora AMELIA CAVAZOS CANTU, en su carácter de ÚNICA Y UNIVERSAL HEREDERA y LORENA CAVAZOS CAVAZOS, en su carácter de ALBACEA, a denunciar la Sucesión Testamentaria a Bienes del señor ELOY CAVAZOS TAMEZ, exhibiéndome para tal efecto la partida de defunción de los autores de la herencia. Así mismo acepta la Herencia y se reconocen sus derechos hereditarios dentro de la presente sucesión a AMELIA CAVAZOS CANTU y a LORENA CAVAZOS CAVAZOS, el albacea, cargo el cual acepta y se ha comprometido a desempeñar fiel y legalmente conforme a derecho, procederá a formar el Inventario de los bienes de la herencia. La presente constancia deberá publicarse en el periódico El Porvenir que se edita en esta ciudad, por dos veces de diez en diez días, a fin de dar debido cumplimiento a lo preceptuado por los Artículos 881, 882 y demás relativos del Código de Procedimientos Civiles vigente en el Estado. [16,87,209,316]
notice-body: Con fecha 14 (catorce) de mayo del 2026 (dos mil veintiséis), se RADICO ante la fe de la suscrita, la Escritura Pública Número (24,459) veinticuatro mil cuatrocientos cincuenta y nueve, relativa a la SUCESION TESTAMENTARIA EN LA VIA EXTRAJUDICIAL A BIENES DEL SEÑOR MANUEL ANTONIO ZAVALA MADERO, habiendo comparecido su esposa la señora MARIA DE GUADALUPE DE ALBA DEZA, en su Carácter de Única y Universal Heredera, y además asignándola como Albacea; y se le instruyó para que procediera al inventario y avalúo de los bienes que conformarían la masa hereditaria. Lo que se publica en esta forma por dos ocasiones que se harán de (10) diez en (10) diez días, en el Periódico EL PORVENIR que se edita en esta Ciudad, atento a lo preceptuado por el Artículo (882) ochocientos ochenta y dos del Código de Procedimientos Civiles Vigente en el Estado. Monterrey, N.L. a 15 de mayo del 2026. [227,87,413,296]
publication-dates: (15) [1128,1393,1144,1403]
signature-line: MACE-701104-IK5 [1100,664,1172,675]
signature-line: LIC. YADIRA CAROLINA GALVAN GARZA [235,1411,404,1422]
signature-line: LICENCIADO JOSÉ DE JESÚS COELLO IBÁÑEZ. [647,1607,809,1627]
notice-signature [839,1585,1025,1635]
notice-signature [635,250,821,280]
notice-body: En fecha (20) veinte de Mayo del del (2026) dos mil veintiséis, se radicó en esta Notaría a mi cargo, mediante el Acta Fuera de Protocolo Número 100/280,870/2026, el Juicio de la Sucesión Intestamentaria a bienes de la señora LUCIA TAMEZ CAVAZOS DE ALMAGUER (también conocida con el nombre de LUCIA TAMEZ CAVAZOS), convocándose a las personas que se consideren con derecho a la herencia, para que acudan a deducirlo dentro del término de (30) treinta días contados a partir de la publicación de este edicto. Lo anterior se publica mediante este aviso por dos ocasiones de (10) diez en (10) diez días, en cumplimiento a lo dispuesto en el segundo párrafo del artículo (882) ochocientos ochenta y dos del Código de Procedimientos Civiles, vigente en el Estado. Allende Nuevo León a 20 de Mayo de 2026. [1043,708,1229,887]
notice-title: EDICTO [914,1429,950,1440]
signature-line: VESR841207N56 [78,674,146,684]
legal-notice [431,725,617,952]
signature-line: LIC. ANGÉLICA GUADALUPE GARZA VALDÉS. [651,555,805,575]
notice-signature [839,230,1025,270]
signature-line: AAGE-680522-269 [487,1588,561,1598]
legal-notice [1043,75,1229,421]
signature-line: LIC. JOSÉ JUAN SERNA IBARRA [864,937,1000,947]
notice-signature [227,1215,413,1245]
signature-line: NOTARIO PÚBLICO TITULAR [260,1225,379,1235]
signature-line: LICENCIADO JORGE ALBERTO SALAZAR SALAZAR [26,1650,199,1669]
legal-notice [431,960,617,1147]
notice-body: Se presentaron ante el Suscrito, JOSE MA. SALAZAR CANO Y ROSARIO SALAZAR CANO, BLANCA ELIDA SALAZAR CANO, JUAN ANGEL SALAZAR CANO, LUIS ANTONIO SALAZAR CANO Y MARIA IDALIA SALAZAR CANO, representados en este acto por la señora VIRGINIA ARLEEN GUAJARDO FLORES, a denunciar la SUCESION DE INTESTADO EN LA VIA EXTRAJUDICIAL a bienes de la señora MARIA DE LOS ANGELES VELAZQUEZ, quien durante diversos actos de su vida utilizó indistintamente los nombres de MARIA DE LOS ANGELES VELAZQUEZ, MARIA DE LOS ANGELES SALAZAR, MARIA DE LOS ANGELES CANO, MA. DE LOS ANGELES CANO Y MA. DE LOS ANGELES CANO DE SALAZAR, quienes manifestaron que aceptan la Herencia y reconocen sus derechos hereditarios. Se publica este aviso por dos ocasiones de (10) diez en (10) diez días, en cumplimiento a lo dispuesto por el artículo (882) ochocientos ochenta y dos del Código de Procedimientos Civiles vigente en el Estado. Allende, Nuevo León, a 29 de abril del año 2026. [16,1408,209,1647]
notice-title: EDICTO [710,890,746,902]
notice-title: PUBLICACION NOTARIAL [466,724,582,735]
signature-line: NOTARIO PÚBLICO NO. 47 [1081,1136,1191,1146]
notice-title: EDICTO [914,1203,950,1214]
notice-body: Se denunció ante esta Notaría Pública número 94 (noventa y cuatro), PROCEDIMIENTO DE SUCESIÓN LEGÍTIMA EXTRAJUDICIAL A BIENES DE ANTONIO MARTÍNEZ TRISTAN. Se convoca a todas las personas que se consideren con derecho a la herencia comparezcan a deducir sus derechos dentro de los 30 (TREINTA) DÍAS que se señala como término para la substanciación del expediente administrativo. Se publica este aviso en atención a lo dispuesto por el artículo 882 (ochocientos ochenta y dos) y demás relativos del Código de Procedimientos Civiles para el Estado de Nuevo León. [839,304,1025,442]
